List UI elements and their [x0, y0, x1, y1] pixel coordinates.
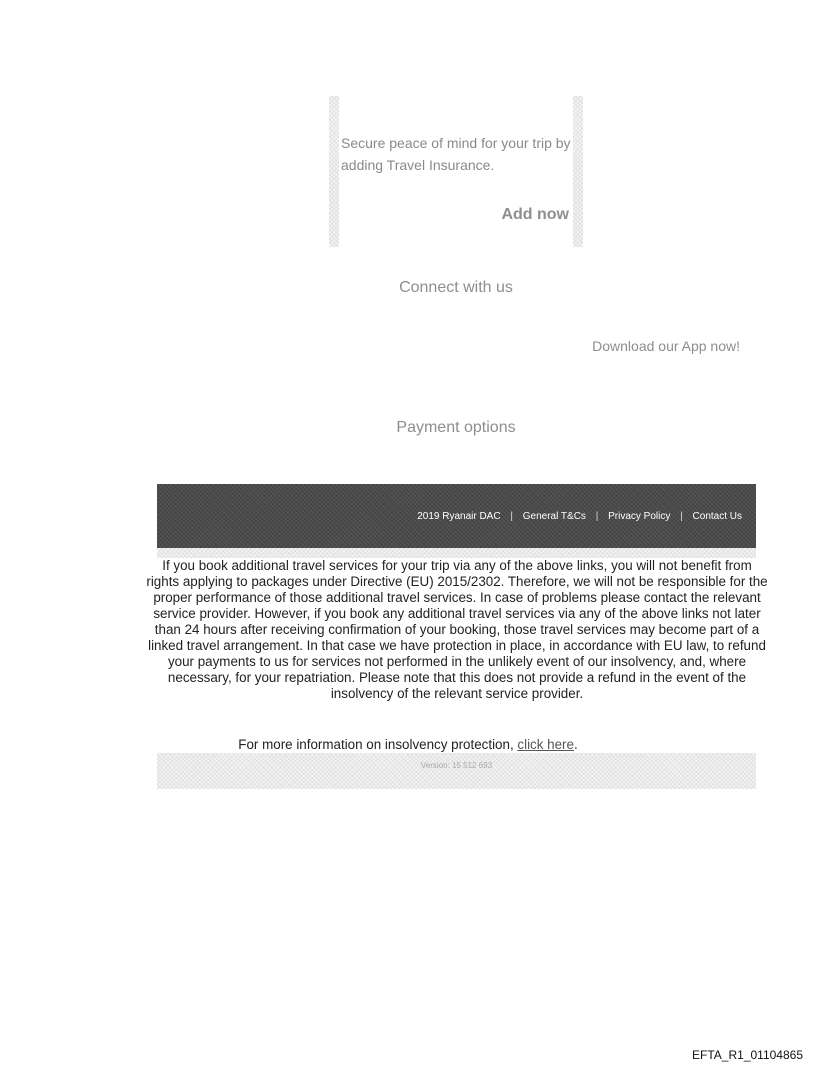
footer-bar [157, 484, 756, 548]
add-now-button[interactable]: Add now [501, 206, 569, 223]
connect-title: Connect with us [399, 279, 513, 296]
disclaimer-text: If you book additional travel services for your trip via any of the above links, you will not benefit from rights applying to packages under Directive (EU) 2015/2302. Therefore, we will not be responsible for the proper performance of those additional travel services. In case of problems please contact the relevant service provider. However, if you book any additional travel services via any of the above links not later than 24 hours after receiving confirmation of your booking, those travel services may become part of a linked travel arrangement. In that case we have protection in place, in accordance with EU law, to refund your payments to us for services not performed in the unlikely event of our insolvency, and, where necessary, for your repatriation. Please note that this does not provide a refund in the event of the insolvency of the relevant service provider. [146, 558, 768, 701]
footer-separator: | [680, 511, 683, 522]
privacy-policy-link[interactable]: Privacy Policy [608, 511, 671, 522]
contact-us-link[interactable]: Contact Us [692, 511, 742, 522]
document-id: EFTA_R1_01104865 [692, 1048, 803, 1062]
version-text: Version: 15 512 693 [420, 761, 493, 770]
footer-separator: | [595, 511, 599, 522]
card-left-border [329, 96, 339, 247]
click-here-link[interactable]: click here [517, 737, 574, 752]
insolvency-info-prefix: For more information on insolvency protection, [238, 737, 518, 752]
copyright-text: 2019 Ryanair DAC [417, 511, 501, 522]
insolvency-info-suffix: . [573, 737, 578, 752]
insolvency-info [0, 737, 816, 752]
footer-links [417, 511, 742, 522]
payment-title: Payment options [396, 419, 516, 436]
general-terms-link[interactable]: General T&Cs [522, 511, 586, 522]
footer-separator: | [510, 511, 513, 522]
version-bar [157, 753, 756, 789]
insurance-text: Secure peace of mind for your trip by adding Travel Insurance. [341, 135, 571, 173]
insurance-card [329, 96, 583, 247]
download-app-link[interactable]: Download our App now! [592, 338, 740, 354]
footer-divider [157, 548, 756, 558]
